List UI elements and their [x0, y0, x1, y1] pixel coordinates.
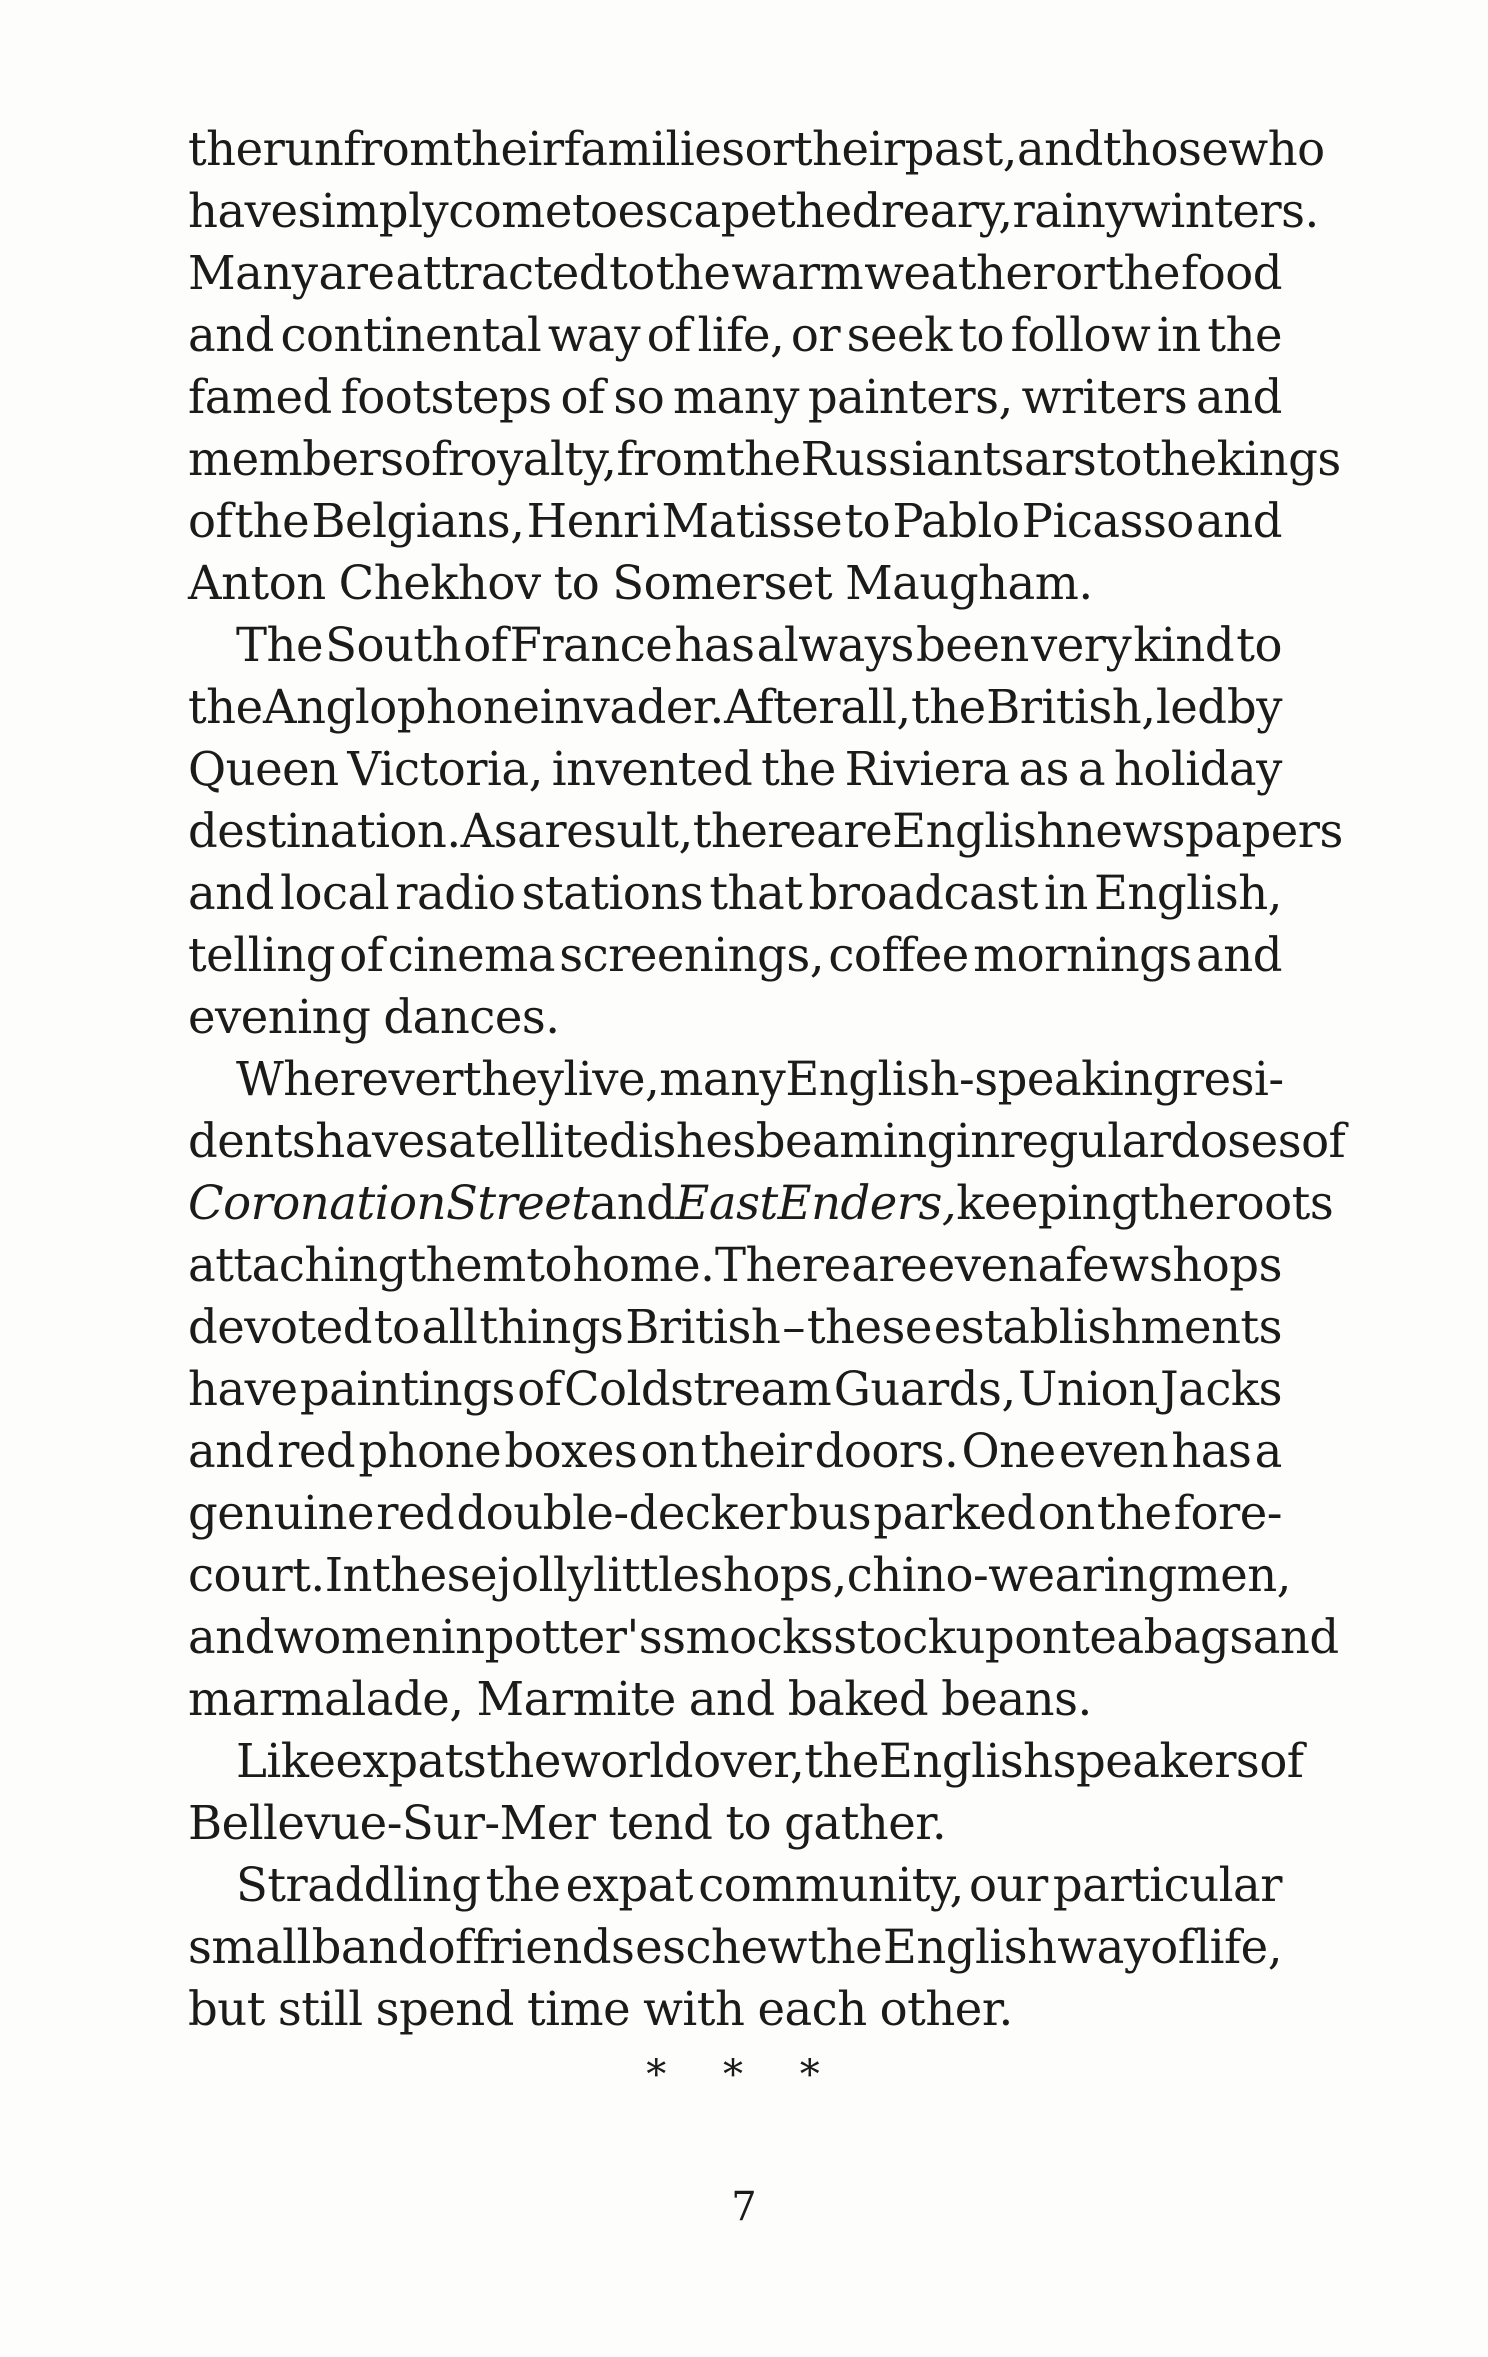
word: all, — [840, 680, 911, 734]
word: Maugham. — [845, 556, 1093, 610]
word: and — [688, 1672, 775, 1726]
word: but — [188, 1982, 265, 2036]
word: Union — [1018, 1362, 1158, 1416]
word: in — [1156, 308, 1201, 362]
word: or — [744, 122, 794, 176]
word: rainy — [1012, 184, 1132, 238]
word: Guards, — [833, 1362, 1016, 1416]
word: led — [1155, 680, 1227, 734]
word: Bellevue-Sur-Mer — [188, 1796, 596, 1850]
word: paintings — [299, 1362, 515, 1416]
word: or — [790, 308, 841, 362]
word: Russian — [800, 432, 983, 486]
word: speakers — [1052, 1734, 1260, 1788]
word: baked — [787, 1672, 929, 1726]
word: seek — [846, 308, 952, 362]
word: Somerset — [612, 556, 833, 610]
word: have — [188, 1362, 298, 1416]
word: of — [427, 1920, 472, 1974]
word: radio — [395, 866, 516, 920]
word: been — [916, 618, 1029, 672]
word: newspapers — [1065, 804, 1343, 858]
word: dents — [188, 1114, 316, 1168]
word: has — [674, 618, 755, 672]
word: Many — [188, 246, 318, 300]
word: to — [1096, 432, 1142, 486]
word: the — [1141, 432, 1217, 486]
word: invented — [551, 742, 753, 796]
word: many — [659, 1052, 786, 1106]
word: telling — [188, 928, 336, 982]
word: of — [339, 928, 384, 982]
word: on — [1037, 1486, 1095, 1540]
word: very — [1030, 618, 1132, 672]
word: the — [807, 1920, 883, 1974]
word: small — [188, 1920, 311, 1974]
text-line — [188, 366, 1282, 428]
word: their — [452, 122, 564, 176]
word: Chekhov — [338, 556, 541, 610]
word: to — [1236, 618, 1282, 672]
word: dishes — [608, 1114, 756, 1168]
body-text — [188, 118, 1346, 2040]
word: to — [958, 308, 1005, 362]
word: and — [188, 308, 274, 362]
word: home. — [572, 1238, 715, 1292]
word: tend — [608, 1796, 713, 1850]
word: have — [315, 1114, 425, 1168]
word: of — [1301, 1114, 1346, 1168]
word: members — [188, 432, 404, 486]
text-line — [188, 1110, 1346, 1172]
word: always — [756, 618, 914, 672]
word: English — [882, 1920, 1057, 1974]
word: the — [761, 742, 836, 796]
word: phone — [358, 1424, 502, 1478]
text-line — [188, 676, 1282, 738]
word: a — [1037, 1238, 1065, 1292]
word: have — [188, 184, 298, 238]
word: and — [188, 1424, 274, 1478]
word: genuine — [188, 1486, 375, 1540]
word: Pablo — [892, 494, 1020, 548]
word: way — [1057, 1920, 1150, 1974]
text-line — [188, 924, 1282, 986]
text-line — [188, 1234, 1282, 1296]
text-line — [188, 552, 1282, 614]
word: famed — [188, 370, 332, 424]
word: and — [1196, 494, 1282, 548]
word: the — [188, 680, 263, 734]
word: the — [188, 122, 263, 176]
word: few — [1065, 1238, 1149, 1292]
word: by — [1226, 680, 1282, 734]
word: little — [593, 1548, 700, 1602]
word: many — [673, 370, 800, 424]
text-line — [188, 1296, 1282, 1358]
word: and — [1196, 928, 1282, 982]
word: There — [714, 1238, 851, 1292]
word: the — [911, 680, 986, 734]
word: keeping — [956, 1176, 1141, 1230]
word: of — [646, 308, 691, 362]
word: local — [280, 866, 390, 920]
word: in — [1043, 866, 1088, 920]
word: these — [806, 1300, 932, 1354]
word: British — [625, 1300, 781, 1354]
word: Anton — [188, 556, 326, 610]
text-line — [188, 118, 1325, 180]
text-line — [188, 1358, 1282, 1420]
word: the — [777, 184, 852, 238]
word: of — [1150, 1920, 1195, 1974]
word: come — [448, 184, 572, 238]
word: roots — [1214, 1176, 1334, 1230]
word: the — [1140, 1176, 1215, 1230]
word: a — [517, 804, 545, 858]
word: live, — [563, 1052, 660, 1106]
text-line — [188, 614, 1282, 676]
word: has — [1171, 1424, 1252, 1478]
text-line — [188, 738, 1282, 800]
word: winters. — [1131, 184, 1319, 238]
word: cinema — [387, 928, 555, 982]
word: of — [403, 432, 448, 486]
word: from — [616, 432, 726, 486]
word: of — [1259, 1734, 1304, 1788]
word: time — [526, 1982, 631, 2036]
word: Coronation — [188, 1176, 446, 1230]
word: life, — [1195, 1920, 1282, 1974]
word: follow — [1010, 308, 1151, 362]
word: escape — [617, 184, 777, 238]
word: and — [1016, 122, 1103, 176]
word: One — [961, 1424, 1056, 1478]
word: men, — [1176, 1548, 1291, 1602]
word: expats — [335, 1734, 487, 1788]
word: to — [373, 1300, 420, 1354]
word: on — [640, 1424, 698, 1478]
word: resi- — [1181, 1052, 1284, 1106]
section-break-asterisks: * * * — [646, 2052, 842, 2098]
word: Picasso — [1021, 494, 1194, 548]
word: After — [724, 680, 841, 734]
word: red — [376, 1486, 455, 1540]
word: attracted — [395, 246, 609, 300]
text-line — [188, 862, 1282, 924]
text-line — [188, 1606, 1339, 1668]
word: result, — [544, 804, 693, 858]
word: writers — [1021, 370, 1188, 424]
word: jolly — [497, 1548, 593, 1602]
word: still — [277, 1982, 363, 2036]
text-line — [188, 490, 1282, 552]
word: their — [700, 1424, 812, 1478]
text-line — [188, 1916, 1282, 1978]
text-line — [188, 1854, 1282, 1916]
word: the — [726, 432, 801, 486]
word: doses — [1170, 1114, 1302, 1168]
word: in — [955, 1114, 1000, 1168]
page-number: 7 — [731, 2184, 757, 2230]
word: to — [571, 184, 618, 238]
word: screenings, — [559, 928, 825, 982]
text-line — [188, 1482, 1282, 1544]
word: dreary, — [851, 184, 1013, 238]
word: there — [692, 804, 817, 858]
word: stations — [521, 866, 704, 920]
word: royalty, — [447, 432, 617, 486]
word: holiday — [1113, 742, 1282, 796]
word: attaching — [188, 1238, 407, 1292]
word: other. — [879, 1982, 1013, 2036]
word: a — [1077, 742, 1106, 796]
word: things — [479, 1300, 624, 1354]
word: friends — [472, 1920, 635, 1974]
word: and — [589, 1176, 676, 1230]
word: double-decker — [456, 1486, 787, 1540]
word: even — [1058, 1424, 1169, 1478]
word: invader. — [539, 680, 724, 734]
word: satellite — [424, 1114, 609, 1168]
word: Matisse — [661, 494, 843, 548]
word: coffee — [828, 928, 969, 982]
word: red — [277, 1424, 356, 1478]
word: Jacks — [1160, 1362, 1282, 1416]
word: continental — [280, 308, 542, 362]
word: doors. — [814, 1424, 959, 1478]
word: to — [526, 1238, 572, 1292]
word: Queen — [188, 742, 339, 796]
word: up — [955, 1610, 1015, 1664]
word: Belgians, — [311, 494, 525, 548]
word: smocks — [662, 1610, 834, 1664]
word: As — [460, 804, 518, 858]
word: kings — [1216, 432, 1341, 486]
word: to — [725, 1796, 772, 1850]
word: as — [1018, 742, 1070, 796]
text-line — [188, 1544, 1291, 1606]
word: The — [236, 618, 323, 672]
word: the — [486, 1734, 561, 1788]
text-line — [188, 800, 1343, 862]
word: they — [463, 1052, 564, 1106]
text-line — [188, 428, 1341, 490]
word: simply — [297, 184, 449, 238]
word: Street — [445, 1176, 590, 1230]
word: broadcast — [808, 866, 1038, 920]
word: the — [485, 1858, 561, 1912]
word: establishments — [933, 1300, 1282, 1354]
word: to — [553, 556, 600, 610]
word: dances. — [383, 990, 560, 1044]
word: court. — [188, 1548, 325, 1602]
word: the — [1096, 1486, 1172, 1540]
word: English — [878, 1734, 1053, 1788]
word: destination. — [188, 804, 461, 858]
word: South — [325, 618, 462, 672]
word: Like — [236, 1734, 336, 1788]
word: the — [1207, 308, 1282, 362]
word: In — [324, 1548, 373, 1602]
word: bus — [789, 1486, 872, 1540]
word: or — [1055, 246, 1105, 300]
word: English — [892, 804, 1066, 858]
word: beaming — [755, 1114, 956, 1168]
word: run — [262, 122, 344, 176]
word: the — [804, 1734, 879, 1788]
word: teabags — [1071, 1610, 1253, 1664]
word: from — [343, 122, 453, 176]
text-line — [188, 1978, 1282, 2040]
word: way — [547, 308, 641, 362]
word: even — [927, 1238, 1038, 1292]
text-line — [188, 1668, 1282, 1730]
word: to — [609, 246, 655, 300]
word: regular — [999, 1114, 1171, 1168]
word: of — [560, 370, 605, 424]
word: women — [273, 1610, 441, 1664]
word: mornings — [973, 928, 1192, 982]
word: all — [421, 1300, 478, 1354]
word: with — [643, 1982, 745, 2036]
word: and — [188, 1610, 274, 1664]
word: devoted — [188, 1300, 373, 1354]
word: EastEnders, — [675, 1176, 957, 1230]
word: English-speaking — [785, 1052, 1182, 1106]
text-line — [188, 180, 1319, 242]
word: painters, — [807, 370, 1013, 424]
word: the — [655, 246, 731, 300]
word: Straddling — [236, 1858, 481, 1912]
word: band — [311, 1920, 427, 1974]
word: who — [1228, 122, 1325, 176]
word: our — [969, 1858, 1048, 1912]
word: those — [1102, 122, 1229, 176]
word: stock — [833, 1610, 956, 1664]
word: – — [782, 1300, 805, 1354]
word: world — [560, 1734, 694, 1788]
word: English, — [1093, 866, 1282, 920]
word: boxes — [504, 1424, 638, 1478]
word: of — [517, 1362, 562, 1416]
word: and — [188, 866, 274, 920]
word: France — [509, 618, 673, 672]
word: a — [1254, 1424, 1282, 1478]
word: chino-wearing — [846, 1548, 1177, 1602]
word: their — [793, 122, 905, 176]
word: so — [613, 370, 665, 424]
word: to — [844, 494, 891, 548]
word: marmalade, — [188, 1672, 464, 1726]
word: families — [563, 122, 745, 176]
text-line — [188, 304, 1282, 366]
word: Victoria, — [347, 742, 543, 796]
word: potter's — [484, 1610, 663, 1664]
word: community, — [698, 1858, 964, 1912]
word: particular — [1052, 1858, 1282, 1912]
word: these — [372, 1548, 498, 1602]
word: footsteps — [340, 370, 552, 424]
word: of — [463, 618, 508, 672]
text-line — [188, 1792, 1282, 1854]
word: are — [851, 1238, 928, 1292]
word: that — [709, 866, 803, 920]
text-line — [188, 1172, 1334, 1234]
word: them — [407, 1238, 526, 1292]
word: eschew — [635, 1920, 807, 1974]
word: expat — [565, 1858, 693, 1912]
text-line — [188, 1730, 1304, 1792]
word: each — [757, 1982, 867, 2036]
word: Anglophone — [263, 680, 540, 734]
word: gather. — [784, 1796, 947, 1850]
text-line — [188, 1420, 1282, 1482]
word: past, — [904, 122, 1017, 176]
word: on — [1014, 1610, 1072, 1664]
word: kind — [1133, 618, 1235, 672]
word: in — [440, 1610, 485, 1664]
word: British, — [986, 680, 1156, 734]
word: weather — [864, 246, 1055, 300]
word: life, — [697, 308, 785, 362]
word: the — [1105, 246, 1181, 300]
word: shops — [1149, 1238, 1282, 1292]
word: shops, — [699, 1548, 847, 1602]
word: food — [1181, 246, 1282, 300]
word: Riviera — [844, 742, 1010, 796]
word: Henri — [526, 494, 660, 548]
word: and — [1195, 370, 1282, 424]
word: spend — [375, 1982, 514, 2036]
text-line — [188, 1048, 1282, 1110]
text-line — [188, 242, 1282, 304]
word: evening — [188, 990, 371, 1044]
word: of — [188, 494, 233, 548]
word: and — [1252, 1610, 1339, 1664]
word: beans. — [941, 1672, 1092, 1726]
word: tsars — [982, 432, 1097, 486]
word: Marmite — [476, 1672, 676, 1726]
word: are — [318, 246, 395, 300]
word: the — [234, 494, 310, 548]
word: fore- — [1173, 1486, 1282, 1540]
word: warm — [731, 246, 864, 300]
text-line — [188, 986, 1282, 1048]
word: parked — [873, 1486, 1036, 1540]
word: over, — [693, 1734, 805, 1788]
word: Wherever — [236, 1052, 464, 1106]
word: are — [816, 804, 893, 858]
word: Coldstream — [563, 1362, 832, 1416]
